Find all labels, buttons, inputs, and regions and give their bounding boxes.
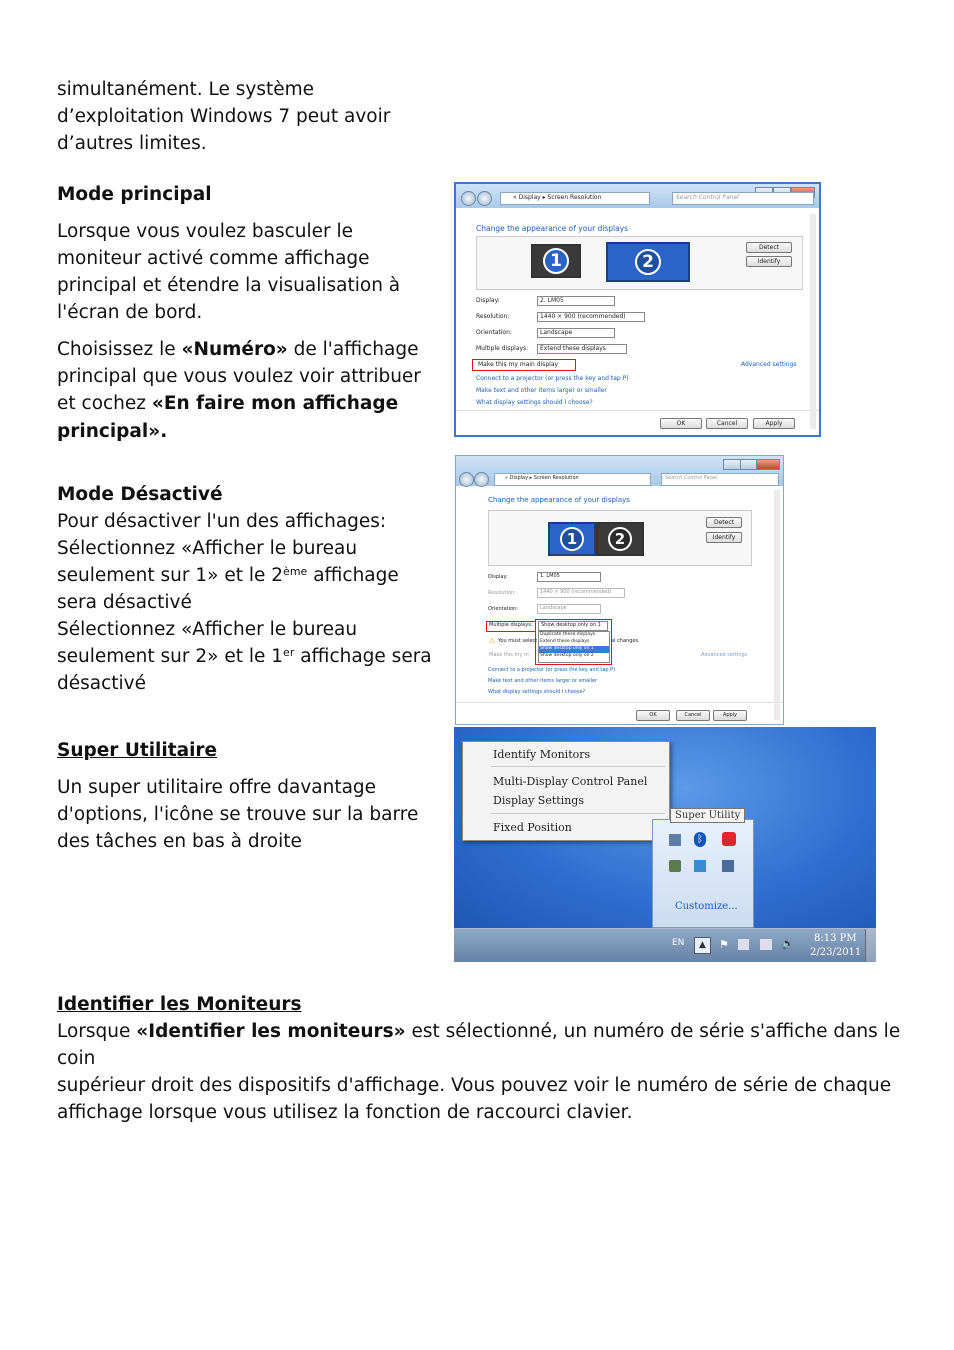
text-line: [57, 562, 432, 589]
menu-item-fixed-position[interactable]: Fixed Position: [493, 821, 572, 834]
monitor-1-selected[interactable]: [548, 522, 596, 556]
numero-term: «Numéro»: [181, 339, 288, 360]
orientation-label: Orientation:: [488, 606, 518, 612]
dropdown-option[interactable]: Show desktop only on 2: [540, 653, 594, 658]
resolution-label: Resolution:: [488, 590, 516, 596]
dropdown-option[interactable]: Extend these displays: [540, 639, 590, 644]
breadcrumb: « Display ▸ Screen Resolution: [513, 194, 602, 201]
identifier-paragraph: [57, 1018, 917, 1126]
intro-line: simultanément. Le système: [57, 79, 315, 100]
dropdown-value: 1440 × 900 (recommended): [540, 589, 612, 595]
scrollbar[interactable]: [810, 214, 816, 429]
mode-principal-paragraph-2: [57, 336, 421, 446]
text-span: affichage sera: [294, 646, 432, 667]
dropdown-value: Landscape: [540, 329, 573, 336]
multiple-displays-label: Multiple displays:: [489, 622, 533, 628]
clock-time[interactable]: 8:13 PM: [814, 933, 857, 944]
text-line: moniteur activé comme affichage: [57, 248, 370, 269]
close-button[interactable]: [756, 459, 780, 470]
menu-separator: [491, 813, 665, 814]
tray-overflow-panel: [652, 819, 754, 928]
ok-button[interactable]: OK: [660, 418, 702, 429]
identify-button[interactable]: Identify: [706, 532, 742, 543]
dropdown-list: [538, 631, 610, 663]
text-line: sera désactivé: [57, 592, 192, 613]
dropdown-value: Show desktop only on 1: [541, 622, 601, 628]
identify-term: «Identifier les moniteurs»: [136, 1021, 406, 1042]
monitor-1[interactable]: [531, 244, 581, 278]
orientation-dropdown[interactable]: [537, 328, 615, 338]
dropdown-option[interactable]: Duplicate these displays: [540, 632, 596, 637]
intro-text: [57, 76, 390, 157]
monitor-2-selected[interactable]: [606, 242, 690, 282]
orientation-dropdown[interactable]: [537, 604, 601, 614]
display-label: Display:: [488, 574, 508, 580]
superscript: er: [283, 646, 295, 659]
settings-help-link[interactable]: What display settings should I choose?: [488, 689, 586, 695]
display-label: Display:: [476, 297, 500, 304]
monitor-number: 1: [560, 527, 584, 551]
flag-icon[interactable]: ⚑: [719, 938, 729, 951]
text-line: [57, 390, 421, 417]
address-bar[interactable]: [500, 192, 650, 205]
forward-button[interactable]: [474, 472, 489, 487]
antivirus-icon[interactable]: [722, 832, 736, 846]
text-line: [57, 336, 421, 363]
identify-button[interactable]: Identify: [746, 256, 792, 267]
search-input[interactable]: [672, 192, 814, 205]
footer-divider: [456, 702, 783, 703]
tray-icon[interactable]: [738, 939, 749, 950]
main-display-checkbox[interactable]: Make this my m: [489, 652, 529, 658]
resolution-dropdown[interactable]: [537, 312, 645, 322]
multiple-displays-dropdown[interactable]: [537, 344, 627, 354]
text-line: supérieur droit des dispositifs d'affichage. Vous pouvez voir le numéro de série de chaque: [57, 1075, 892, 1096]
screen-resolution-screenshot-2: [455, 455, 784, 725]
language-indicator[interactable]: EN: [672, 938, 685, 948]
tray-icon[interactable]: [669, 860, 681, 872]
text-line: Un super utilitaire offre davantage: [57, 777, 377, 798]
apply-button[interactable]: Apply: [753, 418, 795, 429]
intro-line: d’autres limites.: [57, 133, 207, 154]
page-title: Change the appearance of your displays: [488, 496, 630, 504]
breadcrumb: « Display ▸ Screen Resolution: [505, 475, 579, 481]
show-hidden-icons-button[interactable]: ▲: [694, 937, 711, 954]
forward-button[interactable]: [477, 191, 492, 206]
dropdown-value: 1. LM05: [540, 573, 560, 579]
settings-help-link[interactable]: What display settings should I choose?: [476, 399, 593, 406]
taskbar: [454, 928, 876, 962]
super-utility-tooltip: Super Utility: [670, 808, 745, 823]
text-line: Lorsque vous voulez basculer le: [57, 221, 354, 242]
warning-icon: ⚠: [489, 637, 496, 645]
dropdown-value: 1440 × 900 (recommended): [540, 313, 626, 320]
intro-line: d’exploitation Windows 7 peut avoir: [57, 106, 391, 127]
multiple-displays-dropdown[interactable]: [538, 621, 608, 631]
menu-separator: [491, 766, 665, 767]
super-utilitaire-heading: Super Utilitaire: [57, 740, 218, 761]
text-line: Sélectionnez «Afficher le bureau: [57, 619, 358, 640]
superscript: ème: [283, 565, 308, 578]
monitor-2[interactable]: [596, 522, 644, 556]
context-menu: [462, 741, 670, 841]
text-span: seulement sur 1» et le 2: [57, 565, 284, 586]
text-span: seulement sur 2» et le 1: [57, 646, 284, 667]
text-line: des tâches en bas à droite: [57, 831, 302, 852]
text-line: désactivé: [57, 673, 146, 694]
back-button[interactable]: [459, 472, 474, 487]
text-span: de l'affichage: [287, 339, 419, 360]
monitor-number: 2: [608, 527, 632, 551]
mode-principal-heading: Mode principal: [57, 184, 212, 205]
clock-date[interactable]: 2/23/2011: [810, 947, 862, 958]
text-line: principal».: [57, 421, 168, 442]
text-line: Sélectionnez «Afficher le bureau: [57, 538, 358, 559]
text-span: affichage: [307, 565, 399, 586]
mode-desactive-section: [57, 481, 432, 697]
minimize-button[interactable]: [723, 459, 741, 470]
text-size-link[interactable]: Make text and other items larger or smaller: [488, 678, 598, 684]
projector-link[interactable]: Connect to a projector (or press the key and tap P): [488, 667, 616, 673]
multiple-displays-label: Multiple displays:: [476, 345, 529, 352]
tray-icon[interactable]: [694, 860, 706, 872]
apply-button[interactable]: Apply: [713, 710, 747, 721]
footer-divider: [456, 410, 819, 411]
taskbar-screenshot: [454, 727, 876, 962]
network-icon[interactable]: [760, 939, 772, 950]
menu-item-multi-display-control-panel[interactable]: Multi-Display Control Panel: [493, 775, 648, 788]
dropdown-option[interactable]: Show desktop only on 1: [540, 646, 594, 651]
mode-desactive-heading: Mode Désactivé: [57, 484, 223, 505]
detect-button[interactable]: Detect: [706, 517, 742, 528]
resolution-dropdown[interactable]: [537, 588, 625, 598]
text-span: Lorsque: [57, 1021, 137, 1042]
advanced-settings-link[interactable]: Advanced settings: [741, 361, 797, 368]
screen-resolution-screenshot-1: [454, 182, 821, 437]
bluetooth-icon[interactable]: ᛒ: [694, 832, 706, 847]
tray-icon[interactable]: [669, 834, 681, 846]
text-size-link[interactable]: Make text and other items larger or smaller: [476, 387, 607, 394]
text-line: principal que vous voulez voir attribuer: [57, 366, 421, 387]
scrollbar[interactable]: [774, 490, 780, 720]
display-dropdown[interactable]: [537, 296, 615, 306]
text-span: est sélectionné, un numéro de série s'affiche dans le coin: [57, 1021, 901, 1069]
text-line: l'écran de bord.: [57, 302, 203, 323]
dropdown-value: Landscape: [540, 605, 567, 611]
search-placeholder: Search Control Panel: [676, 194, 739, 201]
cancel-button[interactable]: Cancel: [706, 418, 748, 429]
text-line: [57, 1018, 917, 1072]
page-title: Change the appearance of your displays: [476, 224, 629, 233]
address-bar[interactable]: [494, 473, 651, 486]
main-display-term: «En faire mon affichage: [151, 393, 399, 414]
tray-icon[interactable]: [722, 860, 734, 872]
text-line: principal et étendre la visualisation à: [57, 275, 401, 296]
warning-text-tail: al changes.: [611, 638, 640, 644]
identifier-heading: Identifier les Moniteurs: [57, 994, 302, 1015]
advanced-settings-link[interactable]: Advanced settings: [701, 652, 748, 658]
main-display-checkbox[interactable]: Make this my main display: [478, 361, 559, 368]
monitor-number: 2: [635, 249, 661, 275]
menu-item-display-settings[interactable]: Display Settings: [493, 794, 584, 807]
text-span: et cochez: [57, 393, 152, 414]
detect-button[interactable]: Detect: [746, 242, 792, 253]
search-input[interactable]: [661, 473, 779, 486]
text-line: d'options, l'icône se trouve sur la barre: [57, 804, 419, 825]
dropdown-value: Extend these displays: [540, 345, 606, 352]
super-utilitaire-paragraph: [57, 774, 418, 855]
text-line: [57, 643, 432, 670]
monitor-number: 1: [543, 248, 569, 274]
resolution-label: Resolution:: [476, 313, 510, 320]
customize-link[interactable]: Customize...: [675, 901, 738, 912]
text-line: affichage lorsque vous utilisez la fonction de raccourci clavier.: [57, 1102, 633, 1123]
volume-icon[interactable]: 🔈: [781, 937, 795, 950]
orientation-label: Orientation:: [476, 329, 512, 336]
warning-text: You must select: [498, 638, 538, 644]
text-span: Choisissez le: [57, 339, 182, 360]
ok-button[interactable]: OK: [636, 710, 670, 721]
search-placeholder: Search Control Panel: [665, 475, 718, 481]
cancel-button[interactable]: Cancel: [676, 710, 710, 721]
dropdown-value: 2. LM05: [540, 297, 564, 304]
show-desktop-button[interactable]: [865, 929, 876, 962]
projector-link[interactable]: Connect to a projector (or press the key and tap P): [476, 375, 629, 382]
menu-item-identify-monitors[interactable]: Identify Monitors: [493, 748, 591, 761]
mode-principal-paragraph-1: [57, 218, 400, 326]
back-button[interactable]: [461, 191, 476, 206]
display-dropdown[interactable]: [537, 572, 601, 582]
text-line: Pour désactiver l'un des affichages:: [57, 511, 387, 532]
